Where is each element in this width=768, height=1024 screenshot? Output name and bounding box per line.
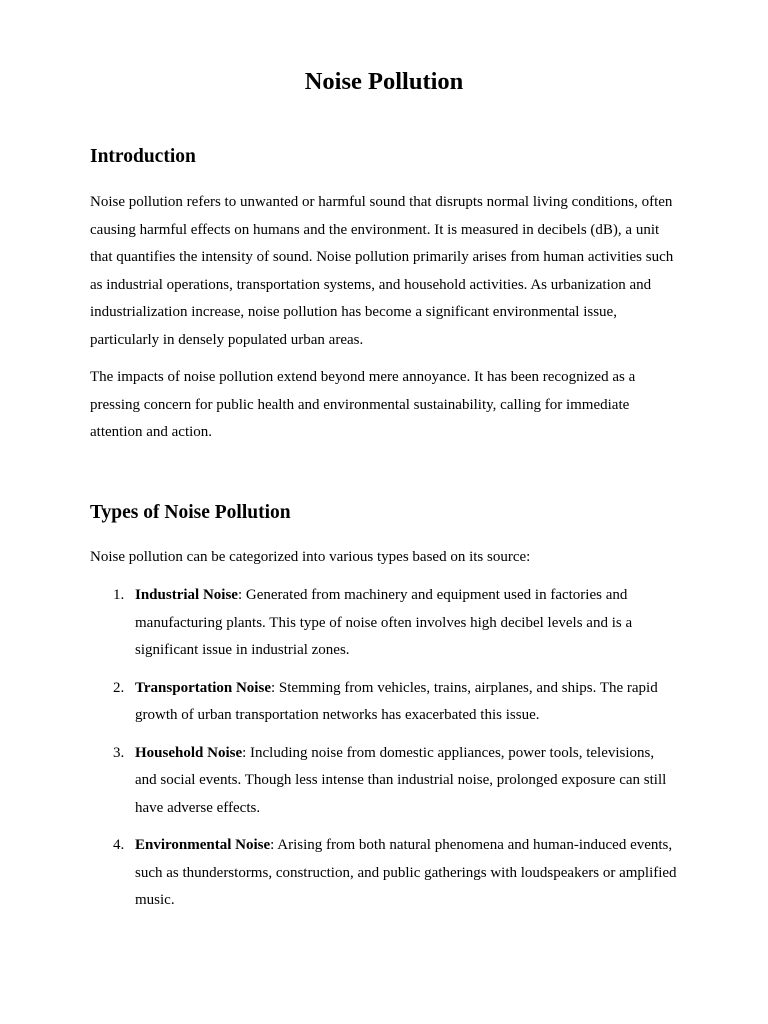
types-list bbox=[90, 582, 678, 915]
list-item-term: Environmental Noise bbox=[135, 837, 271, 853]
list-item-term: Transportation Noise bbox=[135, 679, 271, 696]
list-item-industrial-noise bbox=[90, 582, 678, 665]
introduction-paragraph-1: Noise pollution refers to unwanted or harmful sound that disrupts normal living conditions, often causing harmful effects on humans and the environment. It is measured in decibels (dB), a unit that quantifies the intensity of sound. Noise pollution primarily arises from human activities such as industrial operations, transportation systems, and household activities. As urbanization and industrialization increase, noise pollution has become a significant environmental issue, particularly in densely populated urban areas. bbox=[90, 194, 674, 348]
document-title: Noise Pollution bbox=[304, 68, 464, 95]
list-item-transportation-noise bbox=[90, 675, 678, 730]
list-item-description: : Including noise from domestic appliances, power tools, televisions, and social events. Though less intense than industrial noise, prolonged exposure can still have adverse effects. bbox=[135, 744, 667, 816]
list-item-description: : Generated from machinery and equipment used in factories and manufacturing plants. This type of noise often involves high decibel levels and is a significant issue in industrial zones. bbox=[135, 587, 633, 658]
types-heading: Types of Noise Pollution bbox=[90, 501, 291, 523]
list-item-term: Household Noise bbox=[135, 744, 243, 761]
list-item-term: Industrial Noise bbox=[135, 587, 238, 603]
list-item-number: 4. bbox=[113, 837, 125, 853]
list-item-number: 2. bbox=[113, 679, 125, 696]
types-intro-paragraph: Noise pollution can be categorized into various types based on its source: bbox=[90, 548, 531, 565]
list-item-number: 1. bbox=[113, 587, 125, 603]
list-item-description: : Stemming from vehicles, trains, airplanes, and ships. The rapid growth of urban transportation networks has exacerbated this issue. bbox=[135, 679, 658, 723]
introduction-paragraph-2: The impacts of noise pollution extend beyond mere annoyance. It has been recognized as a pressing concern for public health and environmental sustainability, calling for immediate attention and action. bbox=[90, 369, 636, 440]
list-item-environmental-noise bbox=[90, 832, 678, 915]
list-item-household-noise bbox=[90, 740, 678, 823]
list-item-description: : Arising from both natural phenomena and human-induced events, such as thunderstorms, construction, and public gatherings with loudspeakers or amplified music. bbox=[135, 837, 677, 908]
list-item-number: 3. bbox=[113, 744, 125, 761]
introduction-heading: Introduction bbox=[90, 146, 196, 167]
